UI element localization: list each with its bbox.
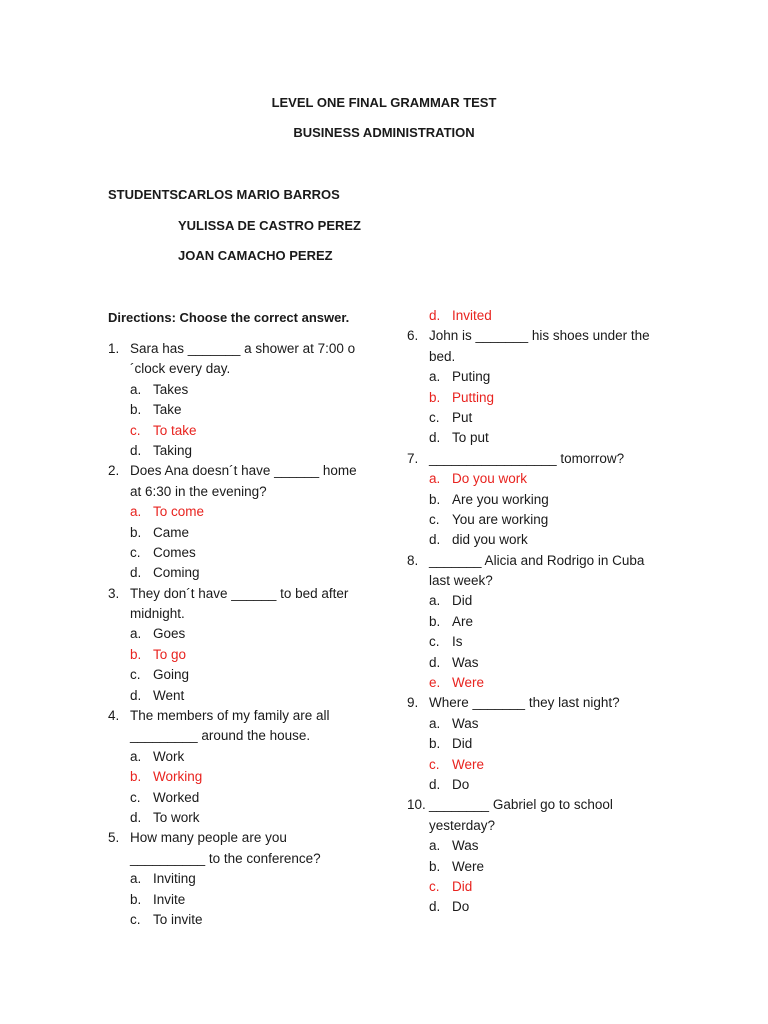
- option-text: Work: [153, 748, 185, 764]
- question-text: Sara has _______ a shower at 7:00 o: [130, 341, 356, 356]
- option-letter: d.: [429, 899, 441, 915]
- option-text: To work: [153, 809, 200, 825]
- option-text: Do: [452, 899, 470, 915]
- option-letter: e.: [429, 675, 441, 691]
- answer-option: [108, 788, 370, 808]
- option-text: Taking: [153, 442, 193, 458]
- option-letter: d.: [130, 687, 142, 703]
- option-letter: b.: [130, 524, 142, 540]
- answer-option: [108, 523, 370, 543]
- option-letter: c.: [429, 511, 440, 527]
- option-letter: c.: [429, 409, 440, 425]
- option-letter: b.: [130, 769, 142, 785]
- answer-option-correct: [108, 502, 370, 522]
- question-line: [407, 795, 669, 815]
- option-letter: a.: [429, 593, 441, 609]
- option-text: did you work: [452, 532, 528, 548]
- option-text: Are: [452, 613, 474, 629]
- test-subtitle: BUSINESS ADMINISTRATION: [293, 125, 475, 140]
- answer-option: [407, 857, 669, 877]
- option-letter: a.: [130, 871, 142, 887]
- option-letter: d.: [429, 776, 441, 792]
- option-text: Comes: [153, 544, 196, 560]
- answer-option-correct: [407, 469, 669, 489]
- question-line: [407, 449, 669, 469]
- answer-option: [407, 490, 669, 510]
- option-text: Was: [452, 715, 479, 731]
- question-line: [108, 706, 370, 726]
- option-letter: a.: [130, 381, 142, 397]
- answer-option: [108, 686, 370, 706]
- option-text: Did: [452, 878, 473, 894]
- option-text: You are working: [452, 511, 549, 527]
- answer-option: [407, 612, 669, 632]
- question-text: yesterday?: [429, 817, 496, 833]
- option-text: Are you working: [452, 491, 549, 507]
- question-number: 3.: [108, 585, 120, 601]
- option-letter: b.: [130, 402, 142, 418]
- option-text: Went: [153, 687, 185, 703]
- option-letter: b.: [429, 389, 441, 405]
- question-text: The members of my family are all: [130, 708, 330, 724]
- question-text: Where _______ they last night?: [429, 695, 620, 711]
- question-text: last week?: [429, 573, 493, 589]
- option-text: Take: [153, 402, 182, 418]
- option-text: Working: [153, 769, 203, 785]
- option-text: To take: [153, 422, 197, 438]
- answer-option: [407, 775, 669, 795]
- option-letter: b.: [429, 491, 441, 507]
- question-line: [108, 828, 370, 848]
- answer-option-correct: [108, 421, 370, 441]
- option-text: To go: [153, 646, 187, 662]
- answer-option: [108, 808, 370, 828]
- answer-option: [108, 910, 370, 930]
- answer-option: [407, 632, 669, 652]
- option-letter: d.: [130, 809, 142, 825]
- student-name-2: YULISSA DE CASTRO PEREZ: [178, 218, 361, 233]
- option-letter: b.: [429, 613, 441, 629]
- question-text: at 6:30 in the evening?: [130, 483, 267, 499]
- answer-option: [407, 897, 669, 917]
- option-letter: c.: [130, 422, 141, 438]
- option-text: To come: [153, 504, 205, 520]
- question-number: 7.: [407, 450, 419, 466]
- answer-option: [108, 869, 370, 889]
- option-text: Coming: [153, 565, 200, 581]
- directions-text: Directions: Choose the correct answer.: [108, 310, 350, 325]
- answer-option: [407, 836, 669, 856]
- answer-option: [108, 624, 370, 644]
- option-letter: d.: [429, 532, 441, 548]
- answer-option-correct: [407, 673, 669, 693]
- question-number: 9.: [407, 695, 419, 711]
- option-text: Were: [452, 858, 485, 874]
- question-text: They don´t have ______ to bed after: [130, 585, 349, 601]
- option-text: Puting: [452, 369, 491, 385]
- option-text: Did: [452, 593, 473, 609]
- answer-option: [407, 653, 669, 673]
- option-text: Were: [452, 756, 485, 772]
- answer-option: [108, 400, 370, 420]
- answer-option: [108, 543, 370, 563]
- option-letter: d.: [429, 308, 441, 323]
- answer-option-correct: [108, 767, 370, 787]
- answer-option: [407, 734, 669, 754]
- answer-option-correct: [407, 388, 669, 408]
- option-text: Came: [153, 524, 190, 540]
- option-text: Takes: [153, 381, 189, 397]
- option-text: Goes: [153, 626, 186, 642]
- question-text: __________ to the conference?: [130, 850, 321, 866]
- option-letter: d.: [130, 442, 142, 458]
- answer-option-correct: [407, 306, 669, 326]
- question-number: 10.: [407, 797, 426, 813]
- option-letter: a.: [429, 715, 441, 731]
- question-line: [108, 339, 370, 359]
- option-text: Do you work: [452, 471, 528, 487]
- question-number: 8.: [407, 552, 419, 568]
- option-letter: c.: [130, 911, 141, 927]
- answer-option-correct: [108, 645, 370, 665]
- question-line: [407, 326, 669, 346]
- answer-option: [407, 428, 669, 448]
- option-letter: a.: [130, 748, 142, 764]
- option-text: Putting: [452, 389, 495, 405]
- students-label: STUDENTS:: [108, 187, 183, 202]
- answer-option: [108, 380, 370, 400]
- answer-option: [108, 890, 370, 910]
- question-text: _________________ tomorrow?: [429, 450, 625, 466]
- question-continuation: [108, 359, 370, 379]
- option-letter: a.: [130, 504, 142, 520]
- question-number: 6.: [407, 328, 419, 344]
- option-letter: d.: [130, 565, 142, 581]
- option-letter: a.: [429, 838, 441, 854]
- option-text: To put: [452, 430, 489, 446]
- option-letter: c.: [130, 667, 141, 683]
- option-letter: b.: [130, 646, 142, 662]
- answer-option: [407, 714, 669, 734]
- option-letter: c.: [130, 789, 141, 805]
- answer-option: [407, 530, 669, 550]
- question-number: 5.: [108, 830, 120, 846]
- question-continuation: [108, 482, 370, 502]
- option-text: Put: [452, 409, 473, 425]
- option-text: Was: [452, 654, 479, 670]
- answer-option: [108, 441, 370, 461]
- question-text: ________ Gabriel go to school: [429, 797, 613, 813]
- question-line: [108, 584, 370, 604]
- answer-option: [407, 408, 669, 428]
- option-letter: a.: [429, 471, 441, 487]
- question-column-left: [108, 339, 370, 930]
- option-letter: c.: [130, 544, 141, 560]
- answer-option-correct: [407, 755, 669, 775]
- option-text: To invite: [153, 911, 203, 927]
- option-letter: b.: [429, 858, 441, 874]
- option-text: Invite: [153, 891, 186, 907]
- option-text: Were: [452, 675, 485, 691]
- option-text: Worked: [153, 789, 200, 805]
- option-letter: a.: [429, 369, 441, 385]
- question-continuation: [407, 571, 669, 591]
- option-text: Was: [452, 838, 479, 854]
- answer-option: [407, 367, 669, 387]
- answer-option: [108, 665, 370, 685]
- question-text: How many people are you: [130, 830, 287, 846]
- student-name-3: JOAN CAMACHO PEREZ: [178, 248, 333, 263]
- question-continuation: [108, 849, 370, 869]
- question-text: _______ Alicia and Rodrigo in Cuba: [429, 552, 645, 568]
- question-number: 4.: [108, 708, 120, 724]
- option-letter: a.: [130, 626, 142, 642]
- answer-option: [407, 591, 669, 611]
- option-letter: c.: [429, 878, 440, 894]
- option-text: Invited: [452, 308, 492, 323]
- option-text: Going: [153, 667, 190, 683]
- answer-option: [407, 510, 669, 530]
- question-text: ´clock every day.: [130, 361, 231, 377]
- test-title: LEVEL ONE FINAL GRAMMAR TEST: [271, 95, 497, 110]
- answer-option: [108, 747, 370, 767]
- option-text: Is: [452, 634, 463, 650]
- question-number: 2.: [108, 463, 120, 479]
- question-line: [407, 693, 669, 713]
- option-letter: b.: [130, 891, 142, 907]
- option-letter: c.: [429, 756, 440, 772]
- question-continuation: [407, 347, 669, 367]
- question-text: _________ around the house.: [130, 728, 311, 744]
- option-letter: b.: [429, 736, 441, 752]
- question-continuation: [108, 604, 370, 624]
- option-text: Inviting: [153, 871, 196, 887]
- option-letter: c.: [429, 634, 440, 650]
- question-text: Does Ana doesn´t have ______ home: [130, 463, 357, 479]
- option-text: Do: [452, 776, 470, 792]
- question-number: 1.: [108, 341, 120, 356]
- student-name-1: CARLOS MARIO BARROS: [178, 187, 340, 202]
- option-letter: d.: [429, 654, 441, 670]
- question-text: John is _______ his shoes under the: [429, 328, 650, 344]
- question-column-right: [407, 306, 669, 918]
- option-text: Did: [452, 736, 473, 752]
- question-text: bed.: [429, 348, 456, 364]
- question-continuation: [407, 816, 669, 836]
- question-text: midnight.: [130, 606, 185, 622]
- question-continuation: [108, 726, 370, 746]
- answer-option: [108, 563, 370, 583]
- question-line: [407, 551, 669, 571]
- question-line: [108, 461, 370, 481]
- option-letter: d.: [429, 430, 441, 446]
- answer-option-correct: [407, 877, 669, 897]
